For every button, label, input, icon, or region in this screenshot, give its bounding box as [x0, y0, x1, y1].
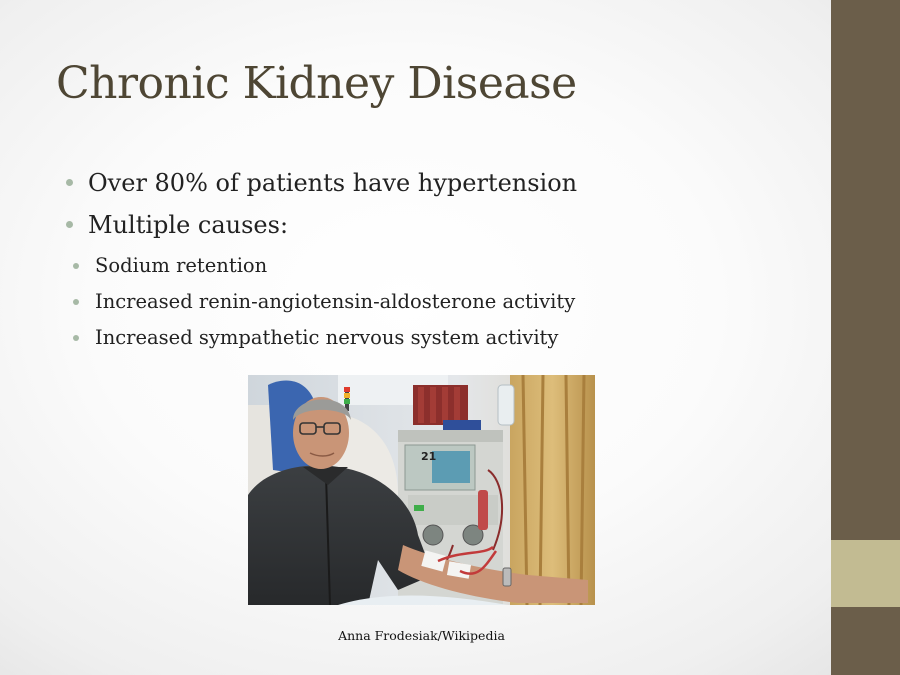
sub-bullet-group: [66, 250, 577, 358]
sub-bullet-item: [73, 250, 577, 286]
sub-bullet-item: [73, 322, 577, 358]
bullet-marker-icon: [66, 221, 73, 228]
sidebar-accent-block: [831, 540, 900, 607]
bullet-marker-icon: [73, 263, 79, 269]
photo-caption: Anna Frodesiak/Wikipedia: [338, 628, 505, 643]
bullet-text: Over 80% of patients have hypertension: [88, 169, 578, 197]
bullet-text: Multiple causes:: [88, 211, 289, 239]
sub-bullet-text: Sodium retention: [95, 254, 268, 277]
bullet-marker-icon: [73, 335, 79, 341]
dialysis-patient-photo: [248, 375, 595, 605]
bullet-list: [66, 164, 577, 358]
machine-display-number: 21: [421, 450, 437, 463]
slide-title: Chronic Kidney Disease: [56, 58, 577, 109]
sub-bullet-text: Increased renin-angiotensin-aldosterone activity: [95, 290, 576, 313]
bullet-marker-icon: [73, 299, 79, 305]
bullet-item: [66, 206, 577, 248]
sub-bullet-text: Increased sympathetic nervous system activity: [95, 326, 559, 349]
sub-bullet-item: [73, 286, 577, 322]
bullet-item: [66, 164, 577, 206]
sub-bullet-list: [73, 250, 577, 358]
bullet-marker-icon: [66, 179, 73, 186]
